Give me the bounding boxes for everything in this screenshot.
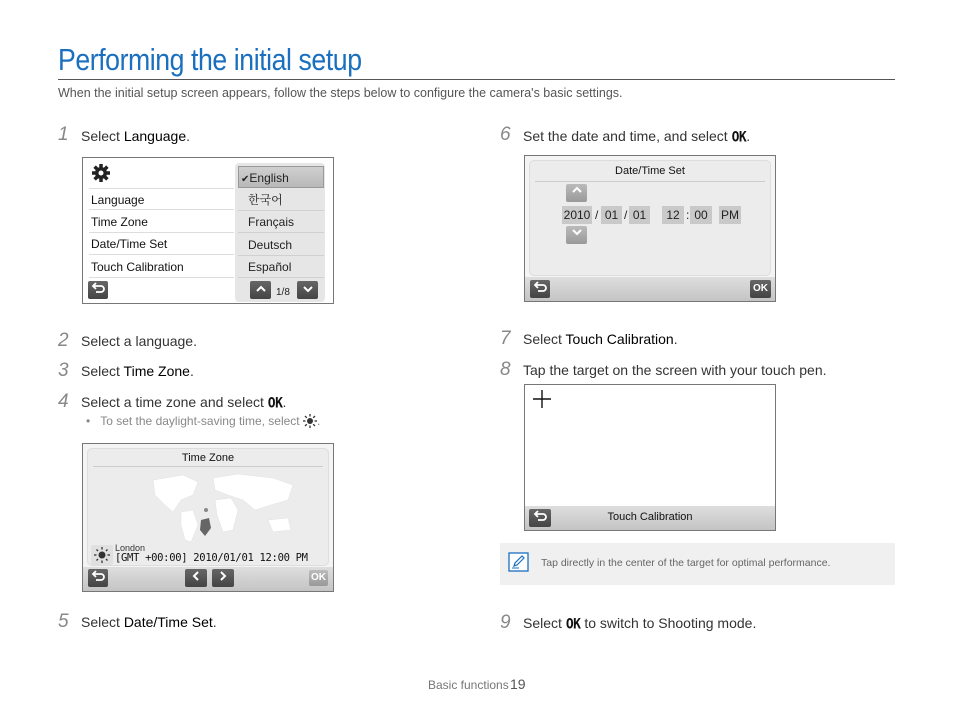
step-1-text: Select Language. xyxy=(81,128,190,144)
step-5-text: Select Date/Time Set. xyxy=(81,614,217,630)
date-time-screen xyxy=(524,155,776,302)
step-9-text: Select OK to switch to Shooting mode. xyxy=(523,615,757,633)
daylight-saving-icon xyxy=(303,414,317,428)
page-title: Performing the initial setup xyxy=(58,42,362,77)
back-button[interactable] xyxy=(88,281,108,299)
gear-icon xyxy=(91,163,111,183)
menu-item-time-zone[interactable]: Time Zone xyxy=(89,211,234,233)
world-map xyxy=(143,470,303,545)
language-option-english[interactable]: ✔English xyxy=(238,166,324,188)
back-arrow-icon xyxy=(533,281,547,293)
time-zone-title: Time Zone xyxy=(181,452,235,464)
step-4-bullet: • To set the daylight-saving time, select . xyxy=(86,414,321,428)
step-6-number: 6 xyxy=(500,124,511,145)
step-3-number: 3 xyxy=(58,360,69,381)
gmt-readout: [GMT +00:00] 2010/01/01 12:00 PM xyxy=(115,552,308,564)
touch-calibration-screen xyxy=(524,384,776,531)
touch-calibration-label: Touch Calibration xyxy=(607,511,693,523)
step-7-number: 7 xyxy=(500,328,511,349)
chevron-down-icon xyxy=(571,226,583,238)
chevron-left-icon xyxy=(191,570,201,582)
page-number: 19 xyxy=(510,676,526,692)
title-divider xyxy=(58,79,895,80)
sun-icon[interactable] xyxy=(91,545,113,565)
crosshair-target-icon[interactable] xyxy=(533,390,551,408)
date-separator: / xyxy=(624,208,628,222)
note-pencil-icon xyxy=(508,552,529,572)
language-option-spanish[interactable]: Español xyxy=(238,256,324,278)
next-zone-button[interactable] xyxy=(212,569,234,587)
language-option-korean[interactable]: 한국어 xyxy=(238,189,324,211)
back-button[interactable] xyxy=(88,569,108,587)
chevron-up-icon xyxy=(255,284,267,294)
back-arrow-icon xyxy=(91,282,105,294)
check-icon: ✔ xyxy=(241,174,250,185)
city-label: London xyxy=(115,543,146,553)
step-3-text: Select Time Zone. xyxy=(81,363,194,379)
decrement-button[interactable] xyxy=(566,226,587,244)
back-arrow-icon xyxy=(91,570,105,582)
year-field[interactable]: 2010 xyxy=(563,208,591,222)
step-4-text: Select a time zone and select OK. xyxy=(81,394,287,412)
time-separator: : xyxy=(686,208,690,222)
ampm-field[interactable]: PM xyxy=(721,208,739,222)
note-text: Tap directly in the center of the target for optimal performance. xyxy=(541,557,831,569)
hour-field[interactable]: 12 xyxy=(662,206,684,224)
intro-text: When the initial setup screen appears, follow the steps below to configure the camera's basic settings. xyxy=(58,86,623,100)
menu-item-language[interactable]: Language xyxy=(89,188,234,210)
scroll-down-button[interactable] xyxy=(297,281,318,299)
scroll-up-button[interactable] xyxy=(250,281,271,299)
footer-section-label: Basic functions xyxy=(428,678,509,692)
date-time-title: Date/Time Set xyxy=(615,165,685,177)
step-9-number: 9 xyxy=(500,612,511,633)
ok-glyph: OK xyxy=(565,616,581,633)
language-option-french[interactable]: Français xyxy=(238,211,324,233)
language-list xyxy=(235,163,325,302)
time-zone-screen xyxy=(82,443,334,592)
minute-field[interactable]: 00 xyxy=(690,206,712,224)
step-7-text: Select Touch Calibration. xyxy=(523,331,678,347)
previous-zone-button[interactable] xyxy=(185,569,207,587)
step-6-text: Set the date and time, and select OK. xyxy=(523,128,751,146)
step-5-number: 5 xyxy=(58,611,69,632)
ok-glyph: OK xyxy=(267,395,283,412)
menu-item-touch-calibration[interactable]: Touch Calibration xyxy=(89,256,234,278)
page-indicator: 1/8 xyxy=(276,287,290,298)
chevron-down-icon xyxy=(302,284,314,294)
increment-button[interactable] xyxy=(566,184,587,202)
menu-item-date-time-set[interactable]: Date/Time Set xyxy=(89,233,234,255)
back-button[interactable] xyxy=(530,280,550,298)
ok-button[interactable]: OK xyxy=(309,570,328,586)
language-screen xyxy=(82,157,334,304)
chevron-right-icon xyxy=(218,570,228,582)
date-separator: / xyxy=(595,208,599,222)
ok-button[interactable]: OK xyxy=(750,280,771,298)
step-1-number: 1 xyxy=(58,124,69,145)
language-option-german[interactable]: Deutsch xyxy=(238,234,324,256)
step-8-text: Tap the target on the screen with your touch pen. xyxy=(523,362,827,378)
step-2-number: 2 xyxy=(58,330,69,351)
month-field[interactable]: 01 xyxy=(601,206,622,224)
ok-glyph: OK xyxy=(731,129,747,146)
day-field[interactable]: 01 xyxy=(629,206,650,224)
step-8-number: 8 xyxy=(500,359,511,380)
step-2-text: Select a language. xyxy=(81,333,197,349)
chevron-up-icon xyxy=(571,184,583,196)
step-4-number: 4 xyxy=(58,391,69,412)
